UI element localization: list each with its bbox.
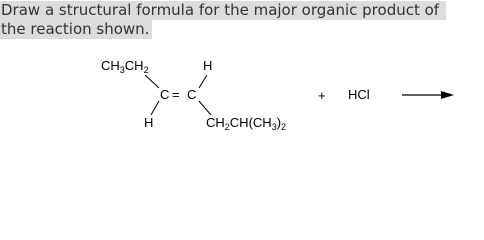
reaction-scheme xyxy=(0,45,484,145)
plus-sign: + xyxy=(318,88,326,103)
bond-c2-h xyxy=(199,75,207,88)
isobutyl-group-label: $CH_2CH(CH_3)_2$ xyxy=(206,115,287,132)
bond-ethyl-c1 xyxy=(145,75,159,88)
reagent-label: HCl xyxy=(348,87,370,102)
reaction-arrow-icon xyxy=(402,91,454,99)
alkene-carbon-right: C xyxy=(187,87,197,102)
question-line-1: Draw a structural formula for the major organic product of xyxy=(0,1,446,20)
reaction-bonds xyxy=(0,45,484,145)
question-text xyxy=(0,1,446,39)
alkene-carbon-left: C xyxy=(160,87,170,102)
bond-c2-isobutyl xyxy=(199,101,211,115)
bond-c1-h xyxy=(151,101,159,115)
ethyl-group-label: $CH_3CH_2$ xyxy=(101,58,149,75)
top-hydrogen-label: H xyxy=(203,58,213,73)
bottom-hydrogen-label: H xyxy=(144,115,154,130)
double-bond-label: = xyxy=(172,87,180,102)
question-line-2: the reaction shown. xyxy=(0,20,152,39)
